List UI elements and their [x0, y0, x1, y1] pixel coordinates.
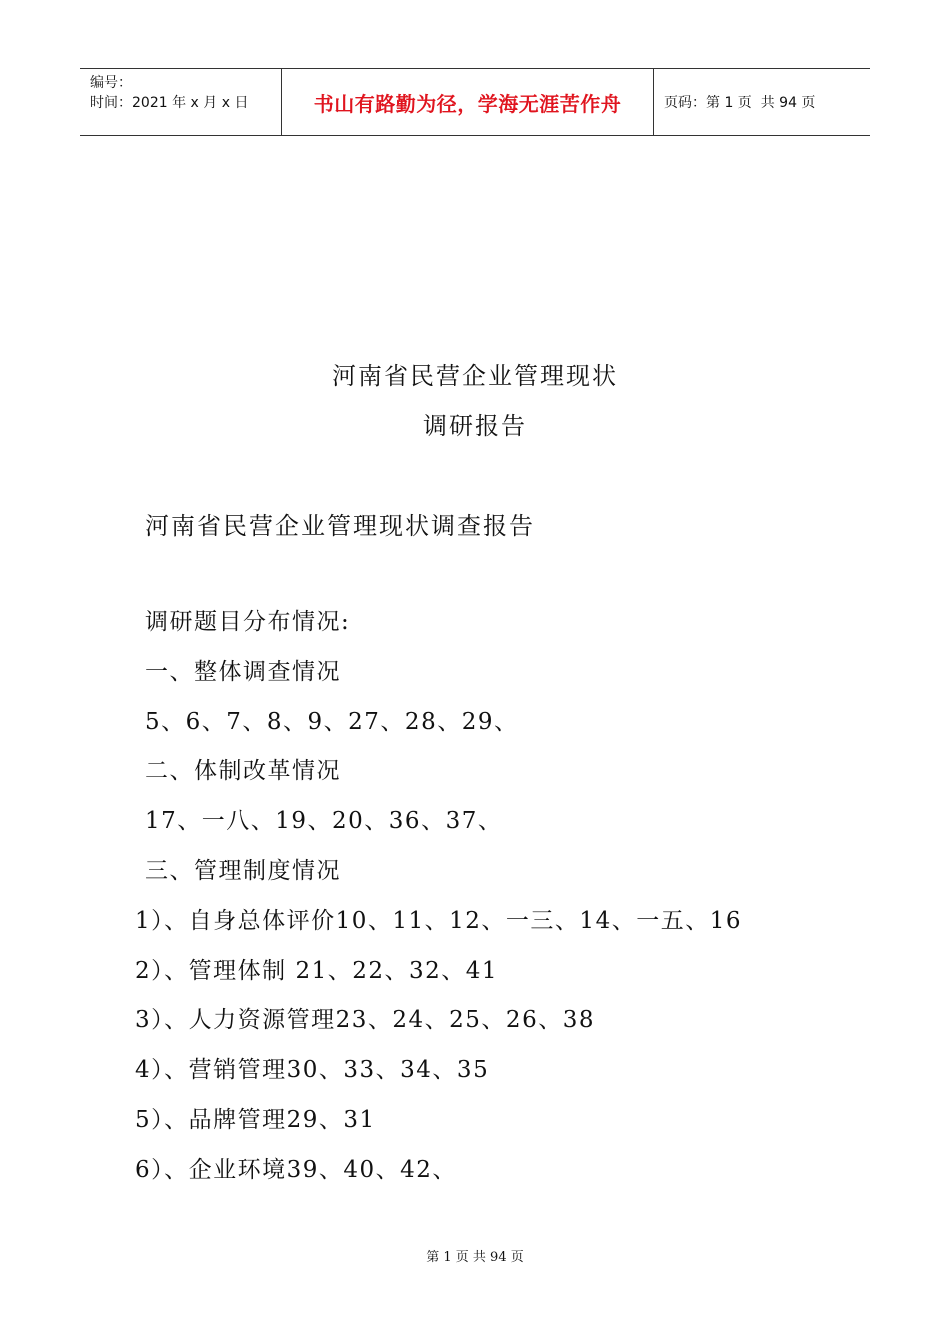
document-number-label: 编号： [90, 75, 132, 91]
body-line: 3）、人力资源管理23、24、25、26、38 [135, 1007, 595, 1034]
body-line: 5、6、7、8、9、27、28、29、 [145, 708, 519, 735]
page-footer: 第 1 页 共 94 页 [426, 1250, 524, 1265]
body-line: 2）、管理体制 21、22、32、41 [135, 957, 499, 984]
body-line: 4）、营销管理30、33、34、35 [135, 1057, 490, 1084]
header-page-info: 页码：第 1 页 共 94 页 [664, 95, 816, 111]
body-line: 调研题目分布情况: [145, 609, 351, 635]
body-content [135, 604, 742, 1202]
document-title-line2: 调研报告 [423, 412, 527, 440]
body-line: 5）、品牌管理29、31 [135, 1106, 376, 1133]
header-motto-cell [282, 69, 654, 135]
body-line: 6）、企业环境39、40、42、 [135, 1156, 457, 1183]
document-title: 河南省民营企业管理现状 [332, 362, 618, 390]
header-motto: 书山有路勤为径，学海无涯苦作舟 [313, 91, 622, 116]
body-line: 17、一八、19、20、36、37、 [145, 808, 503, 835]
body-line: 三、管理制度情况 [145, 857, 341, 884]
header-page-cell [654, 69, 870, 135]
document-header [80, 68, 870, 136]
body-line: 一、整体调查情况 [145, 658, 341, 685]
header-meta-cell [80, 69, 282, 135]
body-line: 1）、自身总体评价10、11、12、一三、14、一五、16 [135, 907, 742, 934]
document-date-label: 时间：2021 年 x 月 x 日 [90, 95, 249, 111]
body-line: 二、体制改革情况 [145, 758, 341, 785]
report-subtitle: 河南省民营企业管理现状调查报告 [145, 512, 535, 540]
